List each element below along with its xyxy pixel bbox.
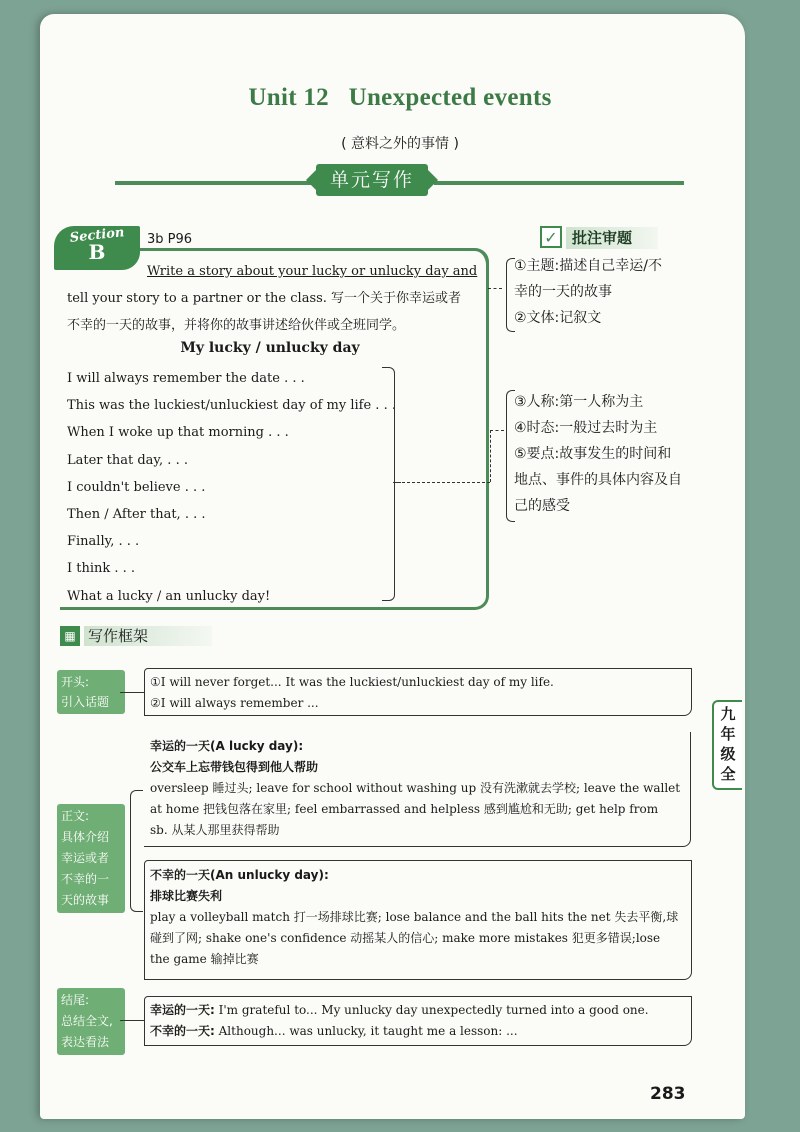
- tag-line: 引入话题: [61, 695, 110, 709]
- unlucky-content: [150, 865, 695, 970]
- lucky-heading: 幸运的一天(A lucky day):: [150, 739, 304, 753]
- prompt-item: I will always remember the date . . .: [67, 371, 305, 386]
- prompt-item: What a lucky / an unlucky day!: [67, 588, 271, 604]
- tag-line: 表达看法: [61, 1035, 110, 1049]
- ending-tag: [57, 988, 125, 1055]
- body-tag: [57, 804, 125, 913]
- task-line-1: Write a story about your lucky or unlucky day and: [147, 264, 478, 279]
- lucky-line: sb. 从某人那里获得帮助: [150, 823, 280, 837]
- opening-connector: [120, 692, 144, 693]
- task-reference: 3b P96: [147, 232, 193, 247]
- ending-lucky-text: I'm grateful to... My unlucky day unexpectedly turned into a good one.: [218, 1003, 649, 1017]
- note-line: ③人称:第一人称为主: [514, 394, 644, 410]
- page-number: 283: [650, 1084, 686, 1104]
- connector-1: [488, 288, 502, 289]
- note-line: 幸的一天的故事: [514, 284, 612, 300]
- notes-group-1: [514, 253, 662, 331]
- task-prompt: [67, 258, 479, 339]
- body-bracket: [130, 790, 143, 912]
- page-title: Unit 12 Unexpected events: [248, 84, 552, 111]
- connector-2c: [490, 430, 504, 431]
- unlucky-line: play a volleyball match 打一场排球比赛; lose balance and the ball hits the net 失去平衡,球: [150, 910, 679, 924]
- tag-line: 天的故事: [61, 893, 110, 907]
- notes-header: [540, 226, 662, 250]
- connector-2a: [402, 482, 490, 483]
- section-banner: 单元写作: [316, 164, 428, 196]
- story-title: My lucky / unlucky day: [180, 340, 360, 356]
- opening-tag: [57, 670, 125, 714]
- tag-line: 开头:: [61, 675, 90, 689]
- note-line: ④时态:一般过去时为主: [514, 420, 658, 436]
- note-line: ⑤要点:故事发生的时间和: [514, 446, 672, 462]
- task-line-3: 不幸的一天的故事，并将你的故事讲述给伙伴或全班同学。: [67, 318, 406, 333]
- prompt-item: When I woke up that morning . . .: [67, 425, 289, 441]
- tag-line: 幸运或者: [61, 851, 110, 865]
- tag-line: 不幸的一: [61, 872, 110, 886]
- tag-line: 具体介绍: [61, 830, 110, 844]
- ending-line-lucky: [150, 1000, 649, 1021]
- section-badge-letter: B: [88, 240, 106, 264]
- connector-2b: [490, 430, 491, 482]
- unlucky-line: 碰到了网; shake one's confidence 动摇某人的信心; make more mistakes 犯更多错误;lose: [150, 931, 661, 945]
- ending-connector: [120, 1020, 144, 1021]
- side-tab-char: 级: [720, 745, 736, 763]
- prompt-item: This was the luckiest/unluckiest day of my life . . .: [67, 398, 396, 414]
- lucky-content: [150, 736, 695, 841]
- note-line: 己的感受: [514, 498, 570, 514]
- side-tab-char: 全: [720, 765, 736, 783]
- side-tab-char: 九: [720, 705, 736, 723]
- header-rule-left: [115, 181, 311, 185]
- section-badge-word: Section: [69, 225, 126, 246]
- prompt-item: Later that day, . . .: [67, 452, 188, 468]
- prompt-item: Then / After that, . . .: [67, 506, 206, 522]
- opening-line: ②I will always remember ...: [150, 696, 319, 710]
- prompt-item: I couldn't believe . . .: [67, 479, 206, 495]
- side-tab-char: 年: [720, 725, 736, 743]
- prompt-list: [67, 365, 396, 610]
- opening-line: ①I will never forget... It was the luckiest/unluckiest day of my life.: [150, 675, 554, 689]
- ending-lucky-label: 幸运的一天:: [150, 1003, 215, 1017]
- prompt-brace-tip: [393, 482, 401, 483]
- tag-line: 结尾:: [61, 993, 90, 1007]
- ending-unlucky-label: 不幸的一天:: [150, 1024, 215, 1038]
- notes-group-2: [514, 389, 682, 519]
- ending-content: [150, 1000, 649, 1042]
- task-line-2: tell your story to a partner or the class. 写一个关于你幸运或者: [67, 291, 462, 306]
- tag-line: 总结全文,: [61, 1014, 113, 1028]
- lucky-subheading: 公交车上忘带钱包得到他人帮助: [150, 760, 319, 774]
- tag-line: 正文:: [61, 809, 90, 823]
- prompt-item: Finally, . . .: [67, 534, 140, 550]
- page-subtitle: ( 意料之外的事情 ): [341, 136, 459, 152]
- unlucky-subheading: 排球比赛失利: [150, 889, 223, 903]
- header-rule-right: [434, 181, 684, 185]
- notes-title: 批注审题: [566, 227, 658, 249]
- lucky-line: oversleep 睡过头; leave for school without washing up 没有洗漱就去学校; leave the wallet: [150, 781, 681, 795]
- unlucky-heading: 不幸的一天(An unlucky day):: [150, 868, 329, 882]
- unlucky-line: the game 输掉比赛: [150, 952, 259, 966]
- note-line: 地点、事件的具体内容及自: [514, 472, 682, 488]
- framework-title: 写作框架: [84, 626, 212, 646]
- prompt-item: I think . . .: [67, 561, 136, 577]
- opening-content: [150, 672, 554, 714]
- note-line: ②文体:记叙文: [514, 310, 602, 326]
- checkmark-icon: ✓: [540, 226, 562, 248]
- ending-unlucky-text: Although... was unlucky, it taught me a lesson: ...: [218, 1024, 518, 1038]
- grade-side-tab: [712, 700, 742, 790]
- note-line: ①主题:描述自己幸运/不: [514, 258, 662, 274]
- lucky-line: at home 把钱包落在家里; feel embarrassed and helpless 感到尴尬和无助; get help from: [150, 802, 659, 816]
- framework-icon: ▦: [60, 626, 80, 646]
- ending-line-unlucky: [150, 1021, 649, 1042]
- prompt-brace: [382, 367, 395, 601]
